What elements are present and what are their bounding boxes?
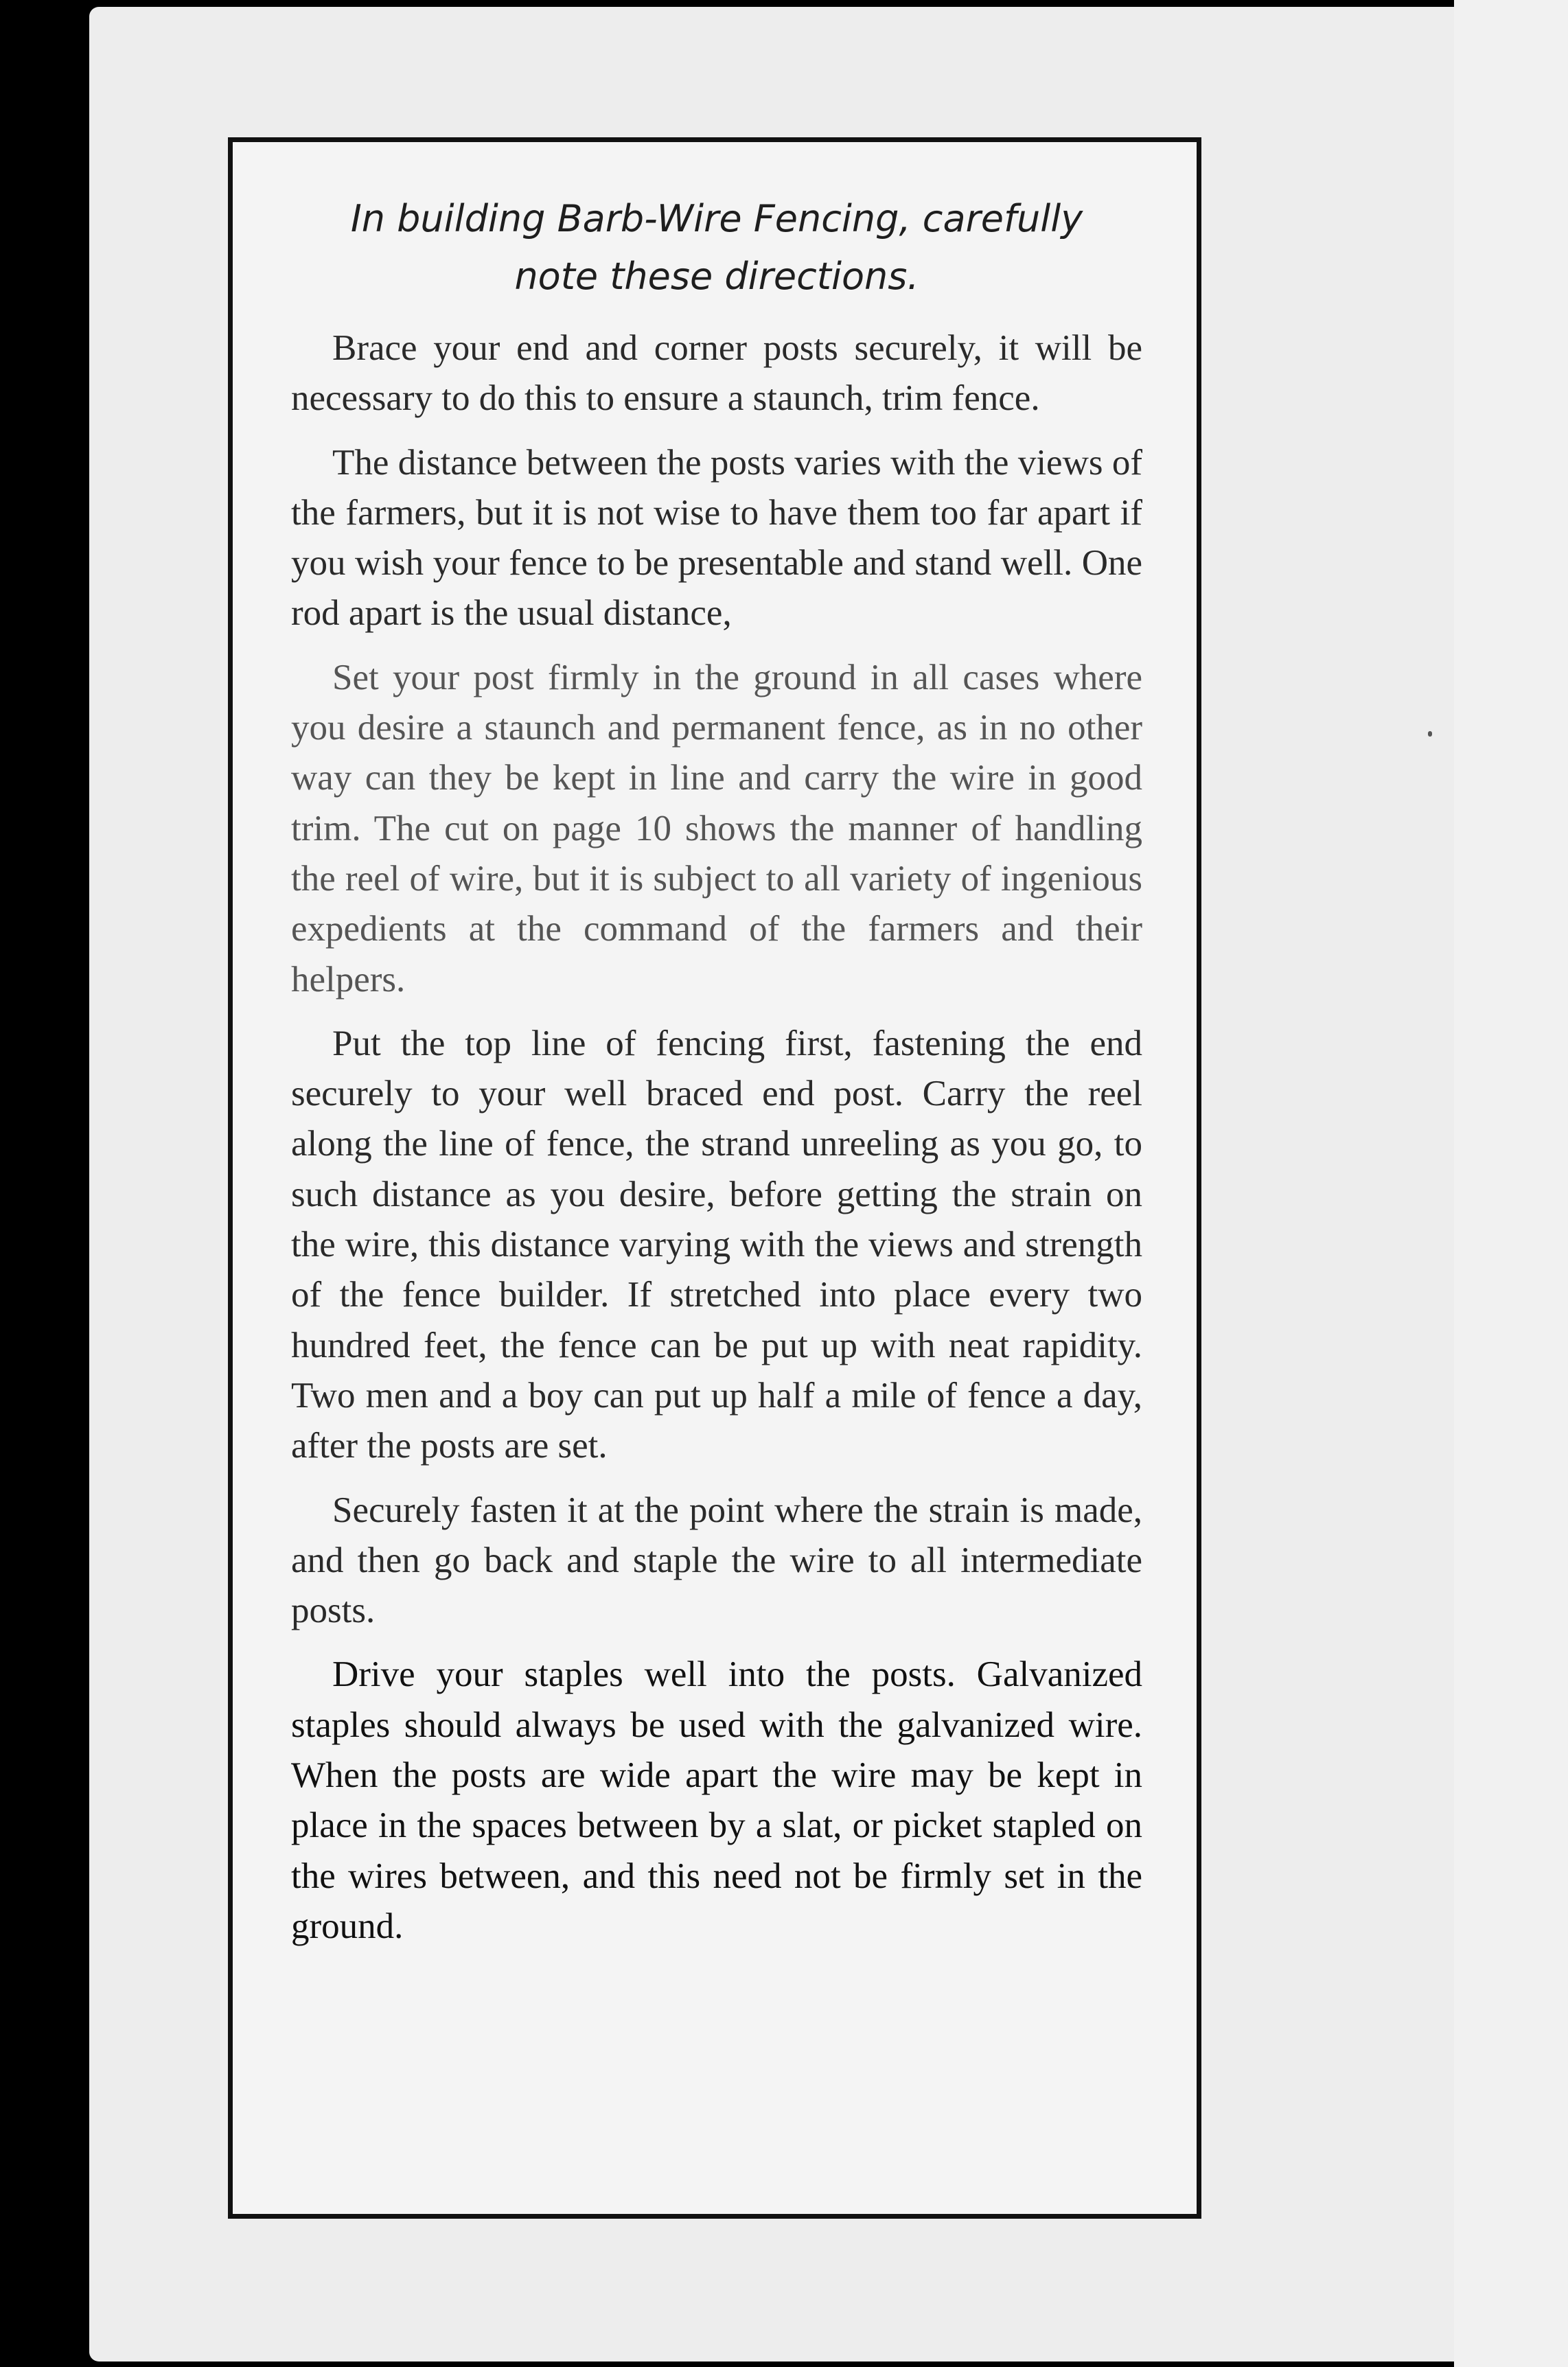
facing-page-edge bbox=[1454, 0, 1568, 2367]
heading-line-1: In building Barb-Wire Fencing, carefully bbox=[350, 197, 1083, 240]
heading-line-2: note these directions. bbox=[514, 255, 919, 298]
paragraph-post-distance: The distance between the posts varies with the views of the farmers, but it is not wise to have them too far apart if you wish your fence to be presentable and stand well. One rod apart is the usual distance, bbox=[291, 442, 1142, 634]
paragraph-brace-posts: Brace your end and corner posts securely, it will be necessary to do this to ensure a staunch, trim fence. bbox=[291, 328, 1142, 419]
paper-speck bbox=[1428, 731, 1432, 737]
paragraph-top-line: Put the top line of fencing first, fastening the end securely to your well braced end post. Carry the reel along the line of fence, the strand unreeling as you go, to such distance as you desire, before getting the strain on the wire, this distance varying with the views and strength of the fence builder. If stretched into place every two hundred feet, the fence can be put up with neat rapidity. Two men and a boy can put up half a mile of fence a day, after the posts are set. bbox=[291, 1023, 1142, 1466]
paragraph-set-posts: Set your post firmly in the ground in all cases where you desire a staunch and permanent fence, as in no other way can they be kept in line and carry the wire in good trim. The cut on page 10 shows the manner of handling the reel of wire, but it is subject to all variety of ingenious expedients at the command of the farmers and their helpers. bbox=[291, 657, 1142, 1000]
text-content bbox=[291, 190, 1142, 1952]
bordered-text-box bbox=[228, 137, 1201, 2219]
paragraph-staples: Drive your staples well into the posts. Galvanized staples should always be used with the galvanized wire. When the posts are wide apart the wire may be kept in place in the spaces between by a slat, or picket stapled on the wires between, and this need not be firmly set in the ground. bbox=[291, 1654, 1142, 1946]
paragraph-fasten: Securely fasten it at the point where the strain is made, and then go back and staple the wire to all intermediate posts. bbox=[291, 1490, 1142, 1631]
document-heading bbox=[291, 190, 1142, 305]
